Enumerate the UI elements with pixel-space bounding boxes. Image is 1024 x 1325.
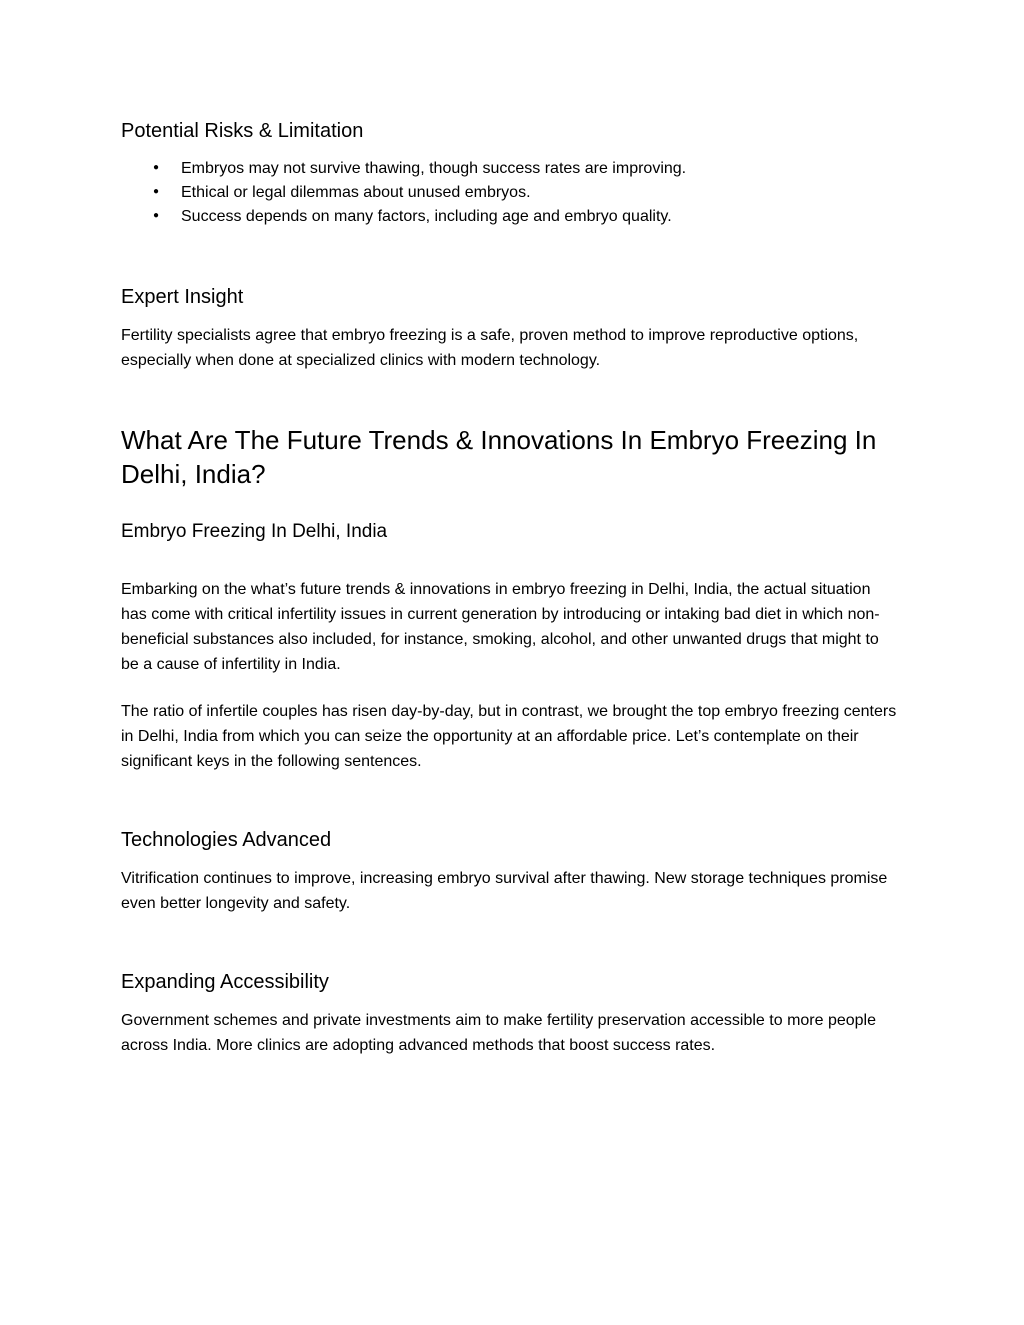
section-title-accessibility: Expanding Accessibility xyxy=(121,971,329,993)
bullet-item xyxy=(121,181,900,205)
section-title-potential-risks: Potential Risks & Limitation xyxy=(121,120,364,142)
bullet-icon: ● xyxy=(153,162,160,173)
bullet-text: Success depends on many factors, including age and embryo quality. xyxy=(181,208,672,225)
section-expanding-accessibility xyxy=(121,969,900,1058)
page-title: What Are The Future Trends & Innovations In Embryo Freezing In Delhi, India? xyxy=(121,425,877,489)
section-potential-risks xyxy=(121,118,900,229)
subtitle-embryo-freezing: Embryo Freezing In Delhi, India xyxy=(121,521,388,542)
expert-insight-paragraph: Fertility specialists agree that embryo freezing is a safe, proven method to improve reproductive options, especially when done at specialized clinics with modern technology. xyxy=(121,327,859,369)
bullet-text: Embryos may not survive thawing, though success rates are improving. xyxy=(181,160,687,177)
accessibility-paragraph: Government schemes and private investments aim to make fertility preservation accessible to more people across India. More clinics are adopting advanced methods that boost success rates. xyxy=(121,1012,877,1054)
future-trends-paragraph-2: The ratio of infertile couples has risen day-by-day, but in contrast, we brought the top embryo freezing centers in Delhi, India from which you can seize the opportunity at an affordable price. Let’s contemplate on their significant keys in the following sentences. xyxy=(121,703,897,770)
bullet-text: Ethical or legal dilemmas about unused embryos. xyxy=(181,184,531,201)
section-technologies-advanced xyxy=(121,827,900,916)
section-expert-insight xyxy=(121,284,900,373)
section-title-expert-insight: Expert Insight xyxy=(121,286,244,308)
technologies-paragraph: Vitrification continues to improve, increasing embryo survival after thawing. New storage techniques promise even better longevity and safety. xyxy=(121,870,888,912)
section-future-trends xyxy=(121,423,900,774)
bullet-icon: ● xyxy=(153,210,160,221)
section-title-technologies: Technologies Advanced xyxy=(121,829,332,851)
risks-bullet-list xyxy=(121,157,900,229)
bullet-item xyxy=(121,157,900,181)
future-trends-paragraph-1: Embarking on the what’s future trends & innovations in embryo freezing in Delhi, India, the actual situation has come with critical infertility issues in current generation by introducing or intaking bad diet in which non-beneficial substances also included, for instance, smoking, alcohol, and other unwanted drugs that might to be a cause of infertility in India. xyxy=(121,581,880,673)
bullet-icon: ● xyxy=(153,186,160,197)
bullet-item xyxy=(121,205,900,229)
document-content xyxy=(121,118,900,1058)
